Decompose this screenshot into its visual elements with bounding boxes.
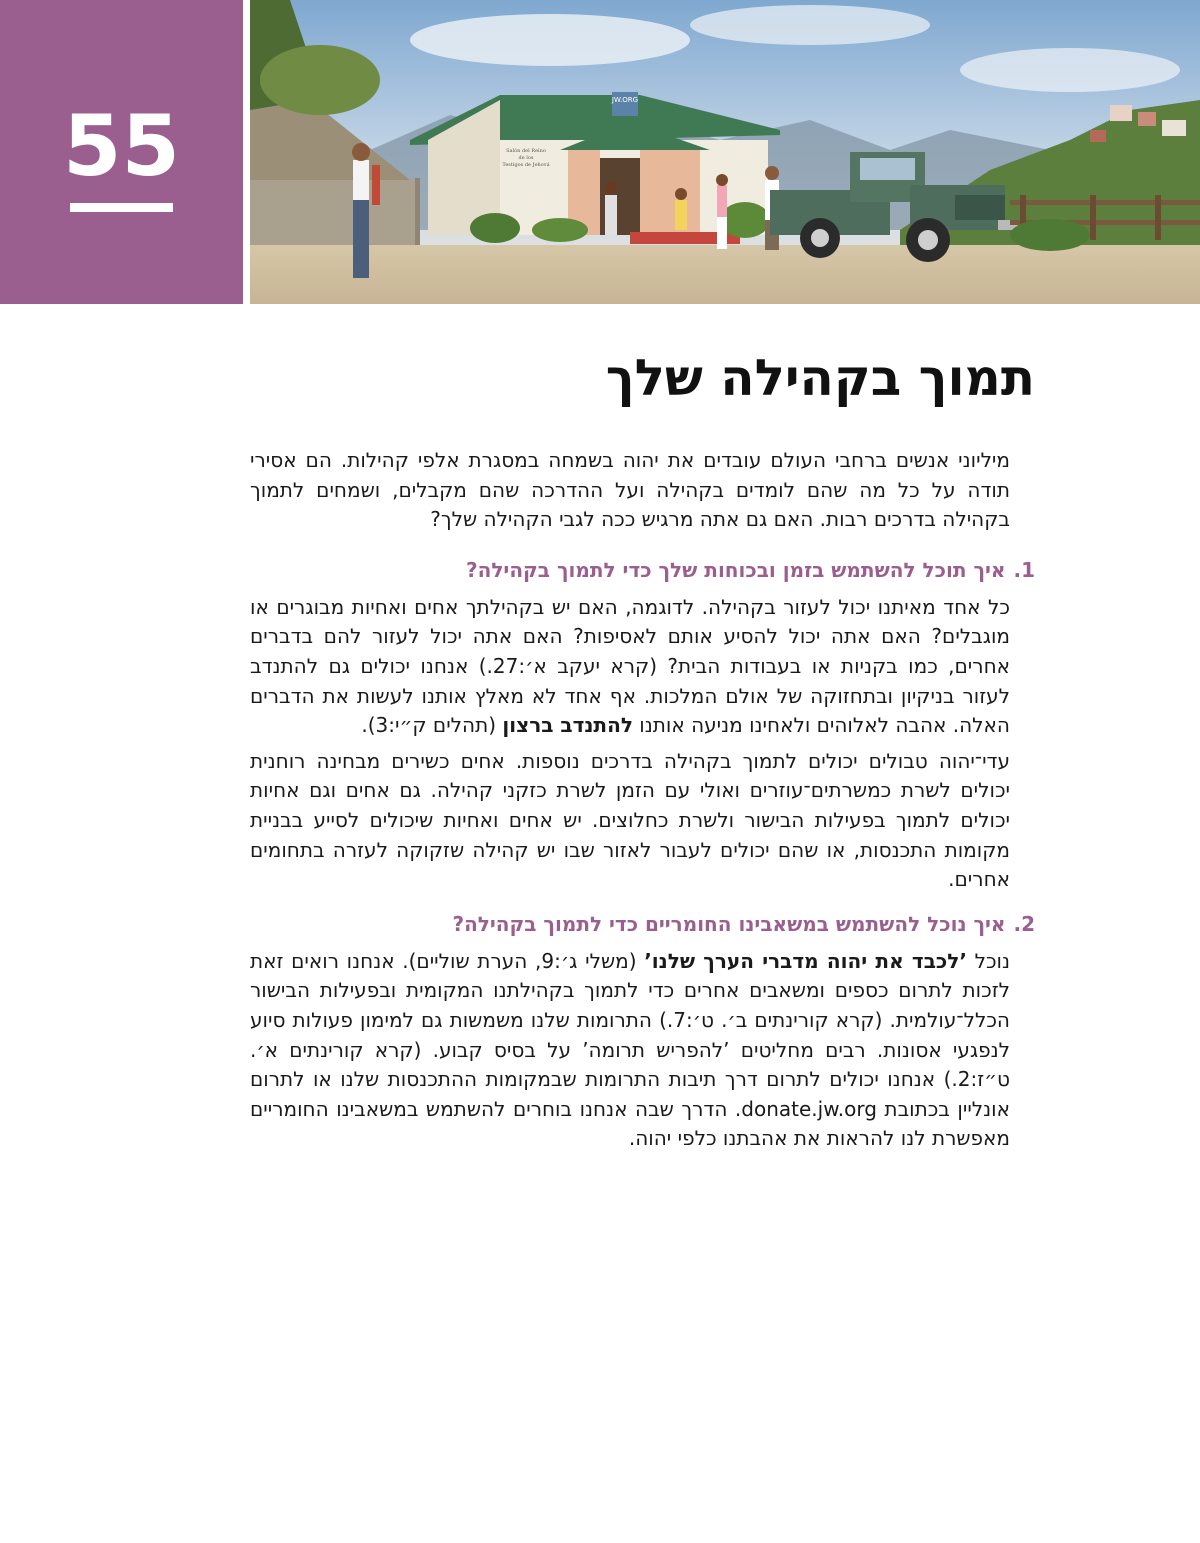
hall-sign-line-1: Salón del Reino [506,148,546,154]
section-2-paragraph-1 [250,947,1010,1154]
lesson-content [250,340,1035,1168]
section-1 [250,555,1035,895]
section-2-paragraph-1-lead: נוכל [966,948,1011,973]
section-1-question-text: איך תוכל להשתמש בזמן ובכוחות שלך כדי לתמוך בקהילה? [465,557,1006,582]
section-1-paragraph-1-text: כל אחד מאיתנו יכול לעזור בקהילה. לדוגמה, האם יש בקהילתך אחים ואחיות מבוגרים או מוגבלים? האם אתה יכול להסיע אותם לאסיפות? האם אתה יכול לעזור להם בדברים אחרים, כמו בקניות או בעבודות הבית? (קרא יעקב א׳:27.) אנחנו יכולים גם להתנדב לעזור בניקיון ובתחזוקה של אולם המלכות. אף אחד לא מאלץ אותנו לעשות את הדברים האלה. אהבה לאלוהים ולאחינו מניעה אותנו [250,594,1011,738]
house-shape [1110,105,1132,121]
section-2 [250,909,1035,1154]
house-shape [1090,130,1106,142]
section-2-question-text: איך נוכל להשתמש במשאבינו החומריים כדי לתמוך בקהילה? [452,911,1006,936]
section-2-bold-phrase: ’לכבד את יהוה מדברי הערך שלנו’ [644,948,967,973]
section-1-paragraph-2: עדי־יהוה טבולים יכולים לתמוך בקהילה בדרכים נוספות. אחים כשירים מבחינה רוחנית יכולים לשרת כמשרתים־עוזרים ואולי עם הזמן לשרת כזקני קהילה. גם אחים וגם אחיות יכולים לתמוך בפעילות הבישור ולשרת כחלוצים. יש אחים ואחיות שיכולים לסייע בבניית מקומות התכנסות, או שהם יכולים לעבור לאזור שבו יש קהילה שזקוקה לעזרה בתחומים אחרים. [250,748,1010,892]
house-shape [1162,120,1186,136]
intro-paragraph: מיליוני אנשים ברחבי העולם עובדים את יהוה בשמחה במסגרת אלפי קהילות. הם אסירי תודה על כל מה שהם לומדים בקהילה ועל ההדרכה שהם מקבלים, ושמחים לתמוך בקהילה בדרכים רבות. האם גם אתה מרגיש ככה לגבי הקהילה שלך? [250,448,1010,532]
section-1-bold-phrase: להתנדב ברצון [502,713,633,738]
house-shape [1138,112,1156,126]
section-2-paragraph-1-text: (משלי ג׳:9, הערת שוליים). אנחנו רואים זאת לזכות לתרום כספים ומשאבים אחרים כדי לתמוך בקהילתנו המקומית ובפעילות הבישור הכלל־עולמית. (קרא קורינתים ב׳. ט׳:7.) התרומות שלנו משמשות גם למימון פעולות סיוע לנפגעי אסונות. רבים מחליטים ’להפריש תרומה’ על בסיס קבוע. (קרא קורינתים א׳. ט״ז:2.) אנחנו יכולים לתרום דרך תיבות התרומות שבמקומות ההתכנסות שלנו או לתרום אונליין בכתובת donate.jw.org. הדרך שבה אנחנו בוחרים להשתמש במשאבינו החומריים מאפשרת לנו להראות את אהבתנו כלפי יהוה. [250,948,1010,1151]
section-1-question [250,555,1035,585]
hall-sign-line-3: Testigos de Jehová [502,162,550,168]
jw-org-sign-text: JW.ORG [611,96,639,104]
lesson-number-underline [70,203,173,212]
page-title: תמוך בקהילה שלך [605,349,1035,407]
section-2-number: 2. [1013,911,1035,936]
section-1-paragraph-1-ref: (תהלים ק״י:3). [361,713,503,738]
section-2-question [250,909,1035,939]
lesson-number: 55 [63,97,180,195]
section-1-paragraph-1 [250,593,1010,741]
hall-sign-line-2: de los [518,155,534,161]
lesson-badge [0,0,243,304]
hero-image [250,0,1200,304]
section-1-number: 1. [1013,557,1035,582]
